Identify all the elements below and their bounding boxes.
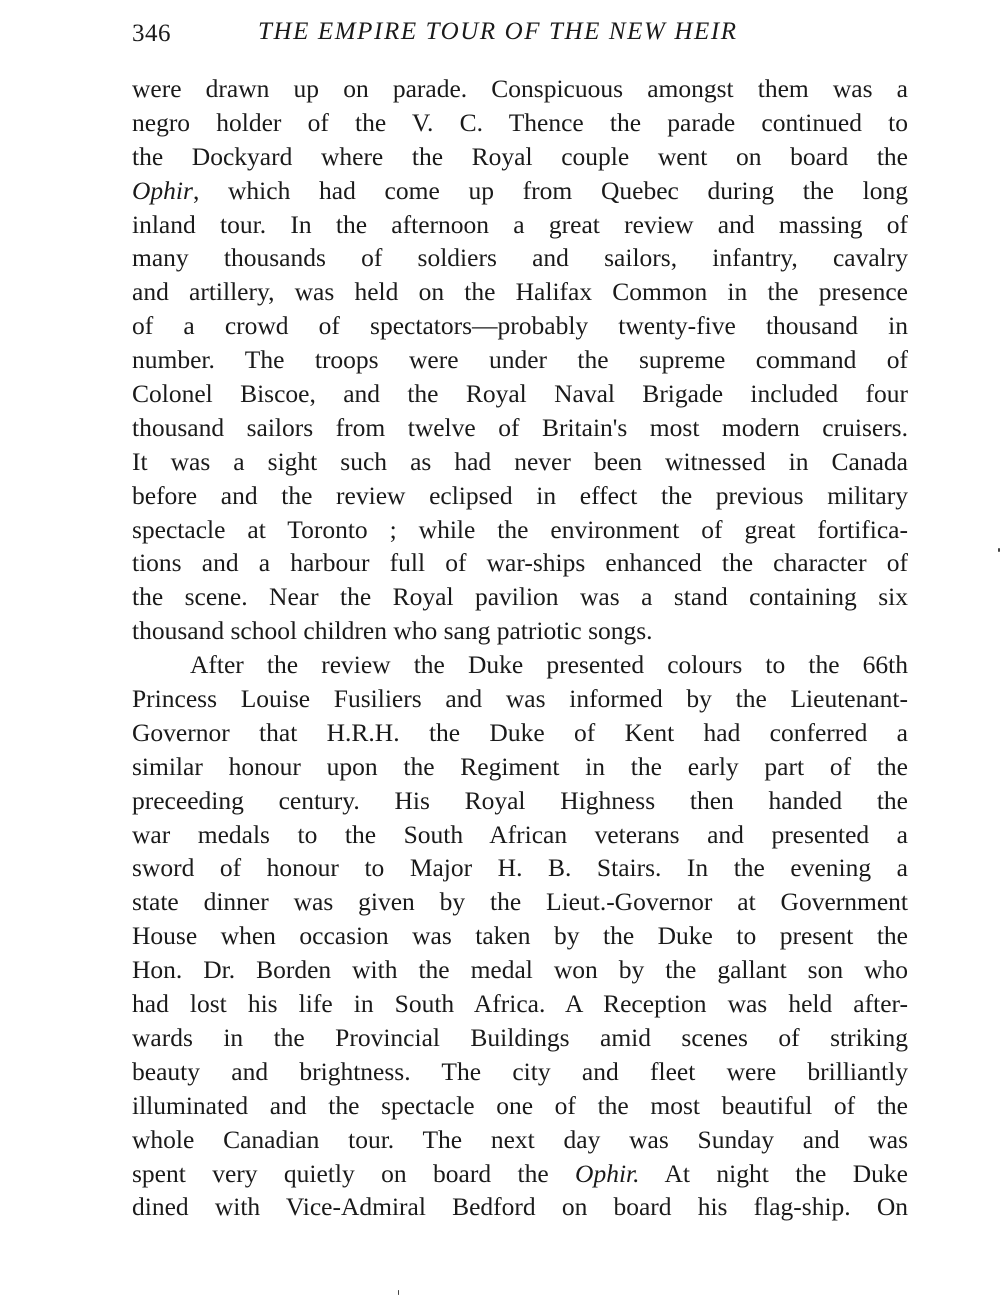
body-text [132, 72, 908, 1224]
text-line: House when occasion was taken by the Duke to present the [132, 921, 908, 951]
text-line: had lost his life in South Africa. A Reception was held after- [132, 989, 908, 1019]
text-line: wards in the Provincial Buildings amid scenes of striking [132, 1022, 908, 1052]
text-line: Governor that H.R.H. the Duke of Kent had conferred a [132, 717, 908, 747]
text-line: It was a sight such as had never been witnessed in Canada [132, 446, 908, 476]
page-number: 346 [132, 20, 171, 47]
text-line: beauty and brightness. The city and fleet were brilliantly [132, 1056, 908, 1086]
text-line: of a crowd of spectators—probably twenty-five thousand in [132, 311, 908, 341]
paragraph-1 [132, 72, 908, 648]
text-line: and artillery, was held on the Halifax Common in the presence [132, 277, 908, 307]
text-line: tions and a harbour full of war-ships enhanced the character of [132, 548, 908, 578]
text-line: were drawn up on parade. Conspicuous amongst them was a [132, 74, 908, 103]
text-line: illuminated and the spectacle one of the most beautiful of the [132, 1090, 908, 1120]
text-line: thousand sailors from twelve of Britain's most modern cruisers. [132, 412, 908, 442]
text-line: Ophir, which had come up from Quebec during the long [132, 175, 908, 205]
text-line: war medals to the South African veterans and presented a [132, 819, 908, 849]
text-line: state dinner was given by the Lieut.-Governor at Government [132, 887, 908, 917]
text-line: the Dockyard where the Royal couple went on board the [132, 141, 908, 171]
text-line: preceeding century. His Royal Highness then handed the [132, 785, 908, 815]
text-line: many thousands of soldiers and sailors, infantry, cavalry [132, 243, 908, 273]
text-line: spectacle at Toronto ; while the environment of great fortifica- [132, 514, 908, 544]
text-line: whole Canadian tour. The next day was Sunday and was [132, 1124, 908, 1154]
text-line: Princess Louise Fusiliers and was informed by the Lieutenant- [132, 684, 908, 714]
text-line: Hon. Dr. Borden with the medal won by the gallant son who [132, 955, 908, 985]
text-line: sword of honour to Major H. B. Stairs. In the evening a [132, 853, 908, 883]
running-title: THE EMPIRE TOUR OF THE NEW HEIR [258, 18, 738, 45]
text-line: similar honour upon the Regiment in the early part of the [132, 751, 908, 781]
running-header [132, 18, 908, 52]
text-line: Colonel Biscoe, and the Royal Naval Brigade included four [132, 379, 908, 409]
text-line: After the review the Duke presented colours to the 66th [190, 650, 908, 680]
text-line: dined with Vice-Admiral Bedford on board his flag-ship. On [132, 1192, 908, 1222]
text-line: the scene. Near the Royal pavilion was a stand containing six [132, 582, 908, 612]
text-line: inland tour. In the afternoon a great review and massing of [132, 209, 908, 239]
ship-name: Ophir [132, 175, 193, 205]
scan-speck [398, 1290, 399, 1295]
text-line: spent very quietly on board the Ophir. At night the Duke [132, 1158, 908, 1188]
text-line: number. The troops were under the supreme command of [132, 345, 908, 375]
paragraph-2 [132, 648, 908, 1224]
text-line: thousand school children who sang patriotic songs. [132, 616, 653, 646]
ship-name: Ophir. [575, 1158, 640, 1188]
text-line: before and the review eclipsed in effect the previous military [132, 480, 908, 510]
text-line: negro holder of the V. C. Thence the parade continued to [132, 107, 908, 137]
